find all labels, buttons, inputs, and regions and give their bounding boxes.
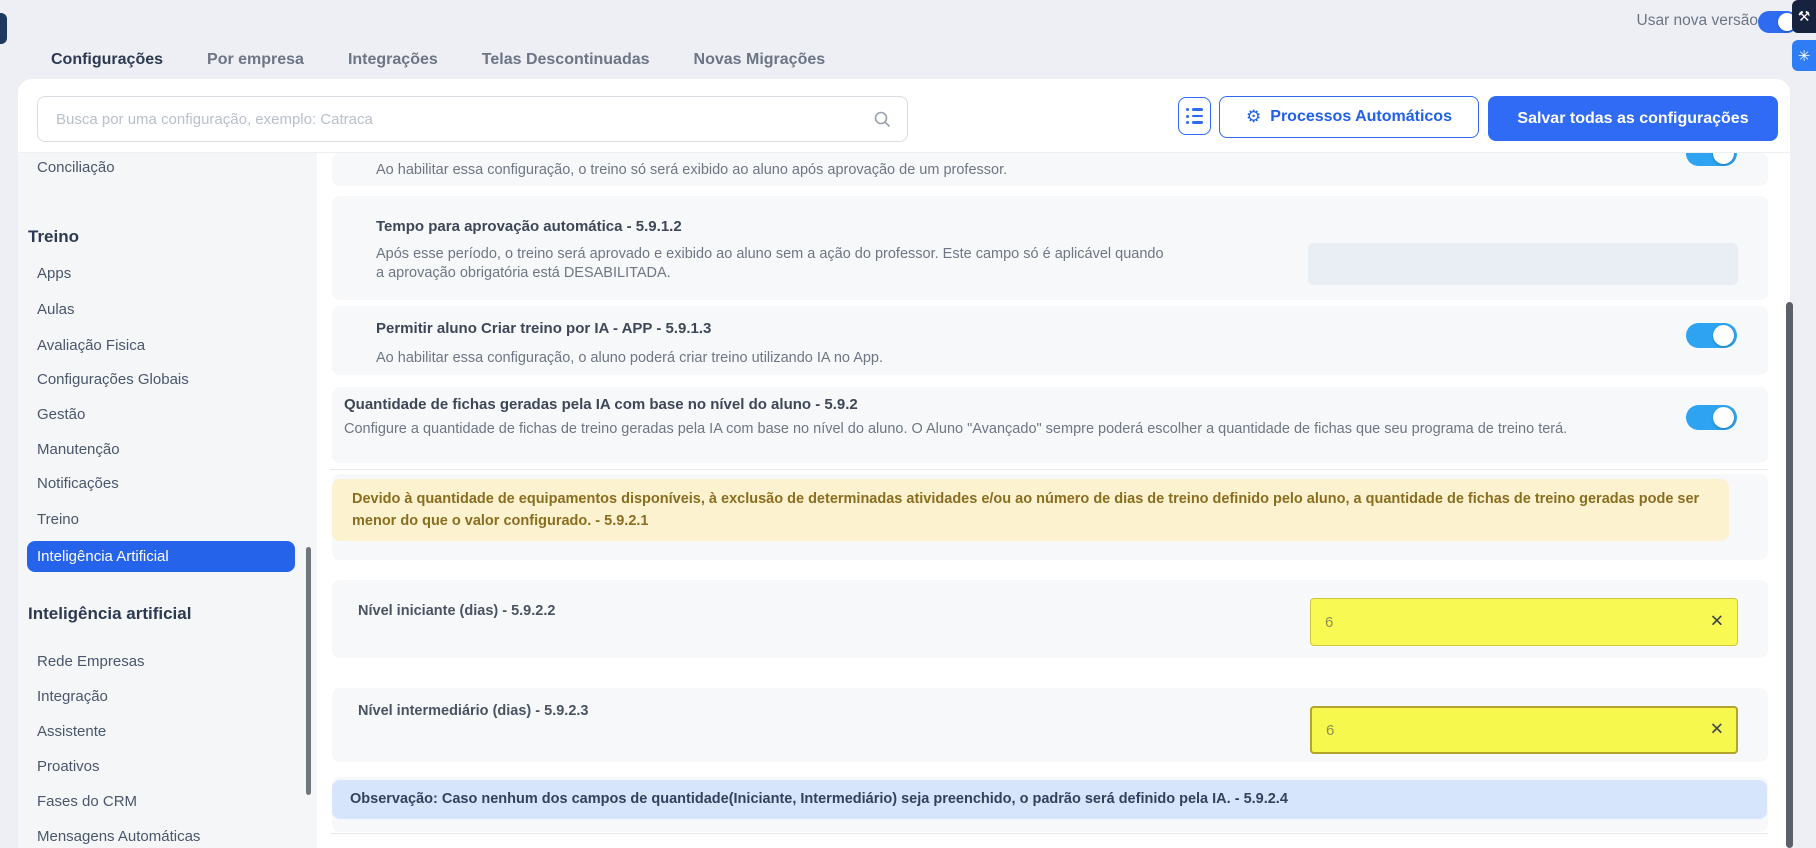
setting-row-ai-sheets-qty [332,387,1768,463]
tab-configuracoes[interactable]: Configurações [51,45,163,75]
sidebar-item-mensagens-automaticas[interactable]: Mensagens Automáticas [37,828,201,845]
salvar-configuracoes-button[interactable]: Salvar todas as configurações [1488,96,1778,141]
search-input[interactable] [38,111,873,128]
setting-row-approval-note [332,153,1768,186]
sidebar-item-assistente[interactable]: Assistente [37,723,107,740]
setting-title: Tempo para aprovação automática - 5.9.1.2 [376,218,682,235]
gear-icon: ⚙ [1246,106,1262,127]
sidebar-item-aulas[interactable]: Aulas [37,301,75,318]
toggle-knob [1713,325,1734,346]
field-label: Nível iniciante (dias) - 5.9.2.2 [358,603,556,619]
search-icon [873,110,891,128]
sidebar-item-notificacoes[interactable]: Notificações [37,475,119,492]
setting-row-note [332,777,1768,832]
tab-telas-descontinuadas[interactable]: Telas Descontinuadas [481,51,650,68]
clear-icon[interactable]: ✕ [1709,611,1724,632]
main-tabs [51,45,825,75]
sidebar-item-apps[interactable]: Apps [37,265,72,282]
warning-banner: Devido à quantidade de equipamentos disponíveis, à exclusão de determinadas atividades e/ou ao número de dias de treino definido pelo aluno, a quantidade de fichas de treino geradas pode ser menor do que o valor configurado. - 5.9.2.1 [332,479,1729,541]
setting-description: Ao habilitar essa configuração, o treino só será exibido ao aluno após aprovação de um professor. [376,162,1008,178]
list-view-button[interactable] [1178,97,1211,135]
level-intermediate-field [1310,706,1738,754]
browser-extension-chatgpt-icon[interactable]: ✳ [1792,40,1816,71]
sidebar-item-inteligencia-artificial-selected[interactable]: Inteligência Artificial [27,541,295,572]
section-divider [330,833,1768,834]
level-beginner-input[interactable] [1310,598,1738,646]
ai-sheets-qty-toggle[interactable] [1686,405,1737,430]
collapsed-menu-handle[interactable] [0,13,7,44]
sidebar-item-gestao[interactable]: Gestão [37,406,86,423]
tab-por-empresa[interactable]: Por empresa [207,51,304,68]
sidebar-item-proativos[interactable]: Proativos [37,758,100,775]
auto-approval-time-input[interactable] [1308,243,1738,285]
field-label: Nível intermediário (dias) - 5.9.2.3 [358,703,589,719]
processos-automaticos-button[interactable] [1219,96,1479,138]
level-intermediate-input[interactable] [1310,706,1738,754]
sidebar-group-inteligencia-artificial: Inteligência artificial [28,604,192,623]
setting-row-level-intermediate [332,688,1768,762]
setting-title: Quantidade de fichas geradas pela IA com base no nível do aluno - 5.9.2 [344,396,858,413]
setting-row-ai-create-app [332,306,1768,375]
settings-content [317,153,1790,848]
settings-sidebar [18,153,317,848]
setting-row-level-beginner [332,580,1768,658]
settings-panel [18,79,1790,848]
sidebar-item-rede-empresas[interactable]: Rede Empresas [37,653,145,670]
clear-icon[interactable]: ✕ [1709,719,1724,740]
setting-description: Configure a quantidade de fichas de treino geradas pela IA com base no nível do aluno. O Aluno "Avançado" sempre poderá escolher a quantidade de fichas que seu programa de treino terá. [344,421,1568,437]
sidebar-item-integracao[interactable]: Integração [37,688,108,705]
processos-automaticos-label: Processos Automáticos [1270,108,1452,125]
sidebar-item-avaliacao-fisica[interactable]: Avaliação Fisica [37,337,146,354]
setting-row-warning [332,474,1768,560]
level-beginner-field [1310,598,1738,646]
info-banner: Observação: Caso nenhum dos campos de quantidade(Iniciante, Intermediário) seja preenchido, o padrão será definido pela IA. - 5.9.2.4 [332,780,1767,819]
sidebar-item-manutencao[interactable]: Manutenção [37,441,120,458]
setting-description: Ao habilitar essa configuração, o aluno poderá criar treino utilizando IA no App. [376,350,884,366]
ai-create-app-toggle[interactable] [1686,323,1737,348]
sidebar-item-conciliacao[interactable]: Conciliação [37,159,115,176]
tab-integracoes[interactable]: Integrações [347,51,438,68]
page-scrollbar[interactable] [1786,302,1793,848]
panel-toolbar [18,79,1790,153]
search-field [37,96,908,142]
sidebar-item-fases-do-crm[interactable]: Fases do CRM [37,793,138,810]
setting-title: Permitir aluno Criar treino por IA - APP - 5.9.1.3 [376,320,712,337]
browser-extension-axe-icon[interactable]: ⚒ [1792,0,1816,33]
list-icon [1186,108,1203,124]
sidebar-scrollbar[interactable] [306,547,311,795]
new-version-label: Usar nova versão [1636,12,1758,29]
setting-description: Após esse período, o treino será aprovado e exibido ao aluno sem a ação do professor. Este campo só é aplicável quando a aprovação obrigatória está DESABILITADA. [376,246,1164,281]
tab-novas-migracoes[interactable]: Novas Migrações [693,51,826,68]
section-divider [330,469,1768,470]
sidebar-group-treino: Treino [28,227,80,246]
sidebar-item-configuracoes-globais[interactable]: Configurações Globais [37,371,189,388]
setting-row-auto-approval-time [332,196,1768,300]
toggle-knob [1713,407,1734,428]
sidebar-item-treino[interactable]: Treino [37,511,79,528]
